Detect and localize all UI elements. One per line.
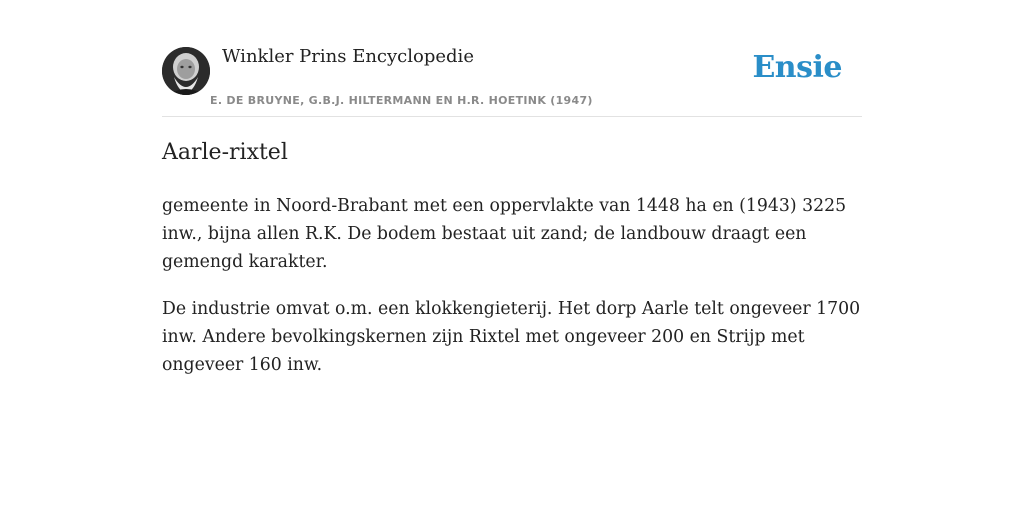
entry-title: Aarle-rixtel xyxy=(162,140,288,165)
entry-body xyxy=(162,192,862,398)
source-title-link[interactable]: Winkler Prins Encyclopedie xyxy=(222,46,474,67)
source-authors: E. DE BRUYNE, G.B.J. HILTERMANN EN H.R. HOETINK (1947) xyxy=(210,94,593,107)
ensie-logo-link[interactable]: Ensie xyxy=(752,50,842,85)
author-portrait-avatar[interactable] xyxy=(162,47,210,95)
source-header xyxy=(162,0,862,117)
page xyxy=(162,0,862,375)
entry-paragraph: De industrie omvat o.m. een klokkengieterij. Het dorp Aarle telt ongeveer 1700 inw. Andere bevolkingskernen zijn Rixtel met ongeveer 200 en Strijp met ongeveer 160 inw. xyxy=(162,299,861,375)
entry-paragraph: gemeente in Noord-Brabant met een oppervlakte van 1448 ha en (1943) 3225 inw., bijna allen R.K. De bodem bestaat uit zand; de landbouw draagt een gemengd karakter. xyxy=(162,196,847,272)
portrait-image xyxy=(162,47,210,95)
